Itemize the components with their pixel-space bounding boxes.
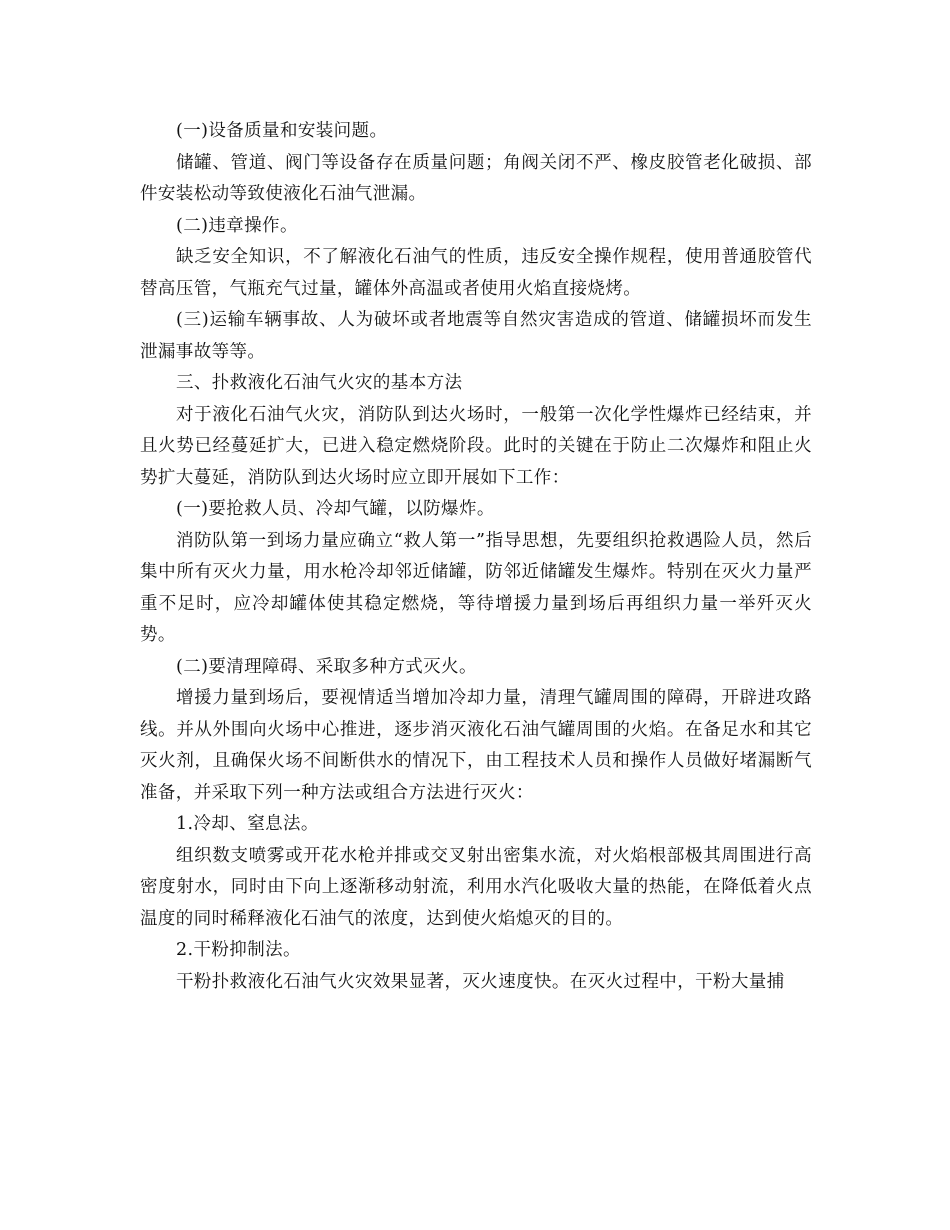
body-paragraph: 干粉扑救液化石油气火灾效果显著，灭火速度快。在灭火过程中，干粉大量捕 (176, 971, 785, 992)
body-paragraph: (三)运输车辆事故、人为破坏或者地震等自然灾害造成的管道、储罐损坏而发生泄漏事故等等。 (140, 310, 812, 362)
chapter-heading: 三、扑救液化石油气火灾的基本方法 (176, 373, 463, 393)
body-paragraph: 对于液化石油气火灾，消防队到达火场时，一般第一次化学性爆炸已经结束，并且火势已经蔓延扩大，已进入稳定燃烧阶段。此时的关键在于防止二次爆炸和阻止火势扩大蔓延，消防队到达火场时应立即开展如下工作： (140, 404, 812, 488)
document-body (140, 116, 812, 998)
section-heading: (一)要抢救人员、冷却气罐，以防爆炸。 (176, 499, 495, 519)
body-paragraph: 消防队第一到场力量应确立“救人第一”指导思想，先要组织抢救遇险人员，然后集中所有灭火力量，用水枪冷却邻近储罐，防邻近储罐发生爆炸。特别在灭火力量严重不足时，应冷却罐体使其稳定燃烧，等待增援力量到场后再组织力量一举歼灭火势。 (140, 530, 812, 645)
section-heading: (二)违章操作。 (176, 215, 298, 236)
section-heading: (二)要清理障碍、采取多种方式灭火。 (176, 656, 477, 677)
body-paragraph: 储罐、管道、阀门等设备存在质量问题；角阀关闭不严、橡皮胶管老化破损、部件安装松动等致使液化石油气泄漏。 (140, 152, 812, 204)
body-paragraph: 组织数支喷雾或开花水枪并排或交叉射出密集水流，对火焰根部极其周围进行高密度射水，同时由下向上逐渐移动射流，利用水汽化吸收大量的热能，在降低着火点温度的同时稀释液化石油气的浓度，达到使火焰熄灭的目的。 (140, 845, 812, 929)
subsection-heading: 2.干粉抑制法。 (176, 940, 301, 960)
body-paragraph: 缺乏安全知识，不了解液化石油气的性质，违反安全操作规程，使用普通胶管代替高压管，气瓶充气过量，罐体外高温或者使用火焰直接烧烤。 (140, 247, 812, 299)
body-paragraph: 增援力量到场后，要视情适当增加冷却力量，清理气罐周围的障碍，开辟进攻路线。并从外围向火场中心推进，逐步消灭液化石油气罐周围的火焰。在备足水和其它灭火剂，且确保火场不间断供水的情况下，由工程技术人员和操作人员做好堵漏断气准备，并采取下列一种方法或组合方法进行灭火： (140, 688, 812, 803)
subsection-heading: 1.冷却、窒息法。 (176, 814, 319, 834)
section-heading: (一)设备质量和安装问题。 (176, 121, 388, 141)
